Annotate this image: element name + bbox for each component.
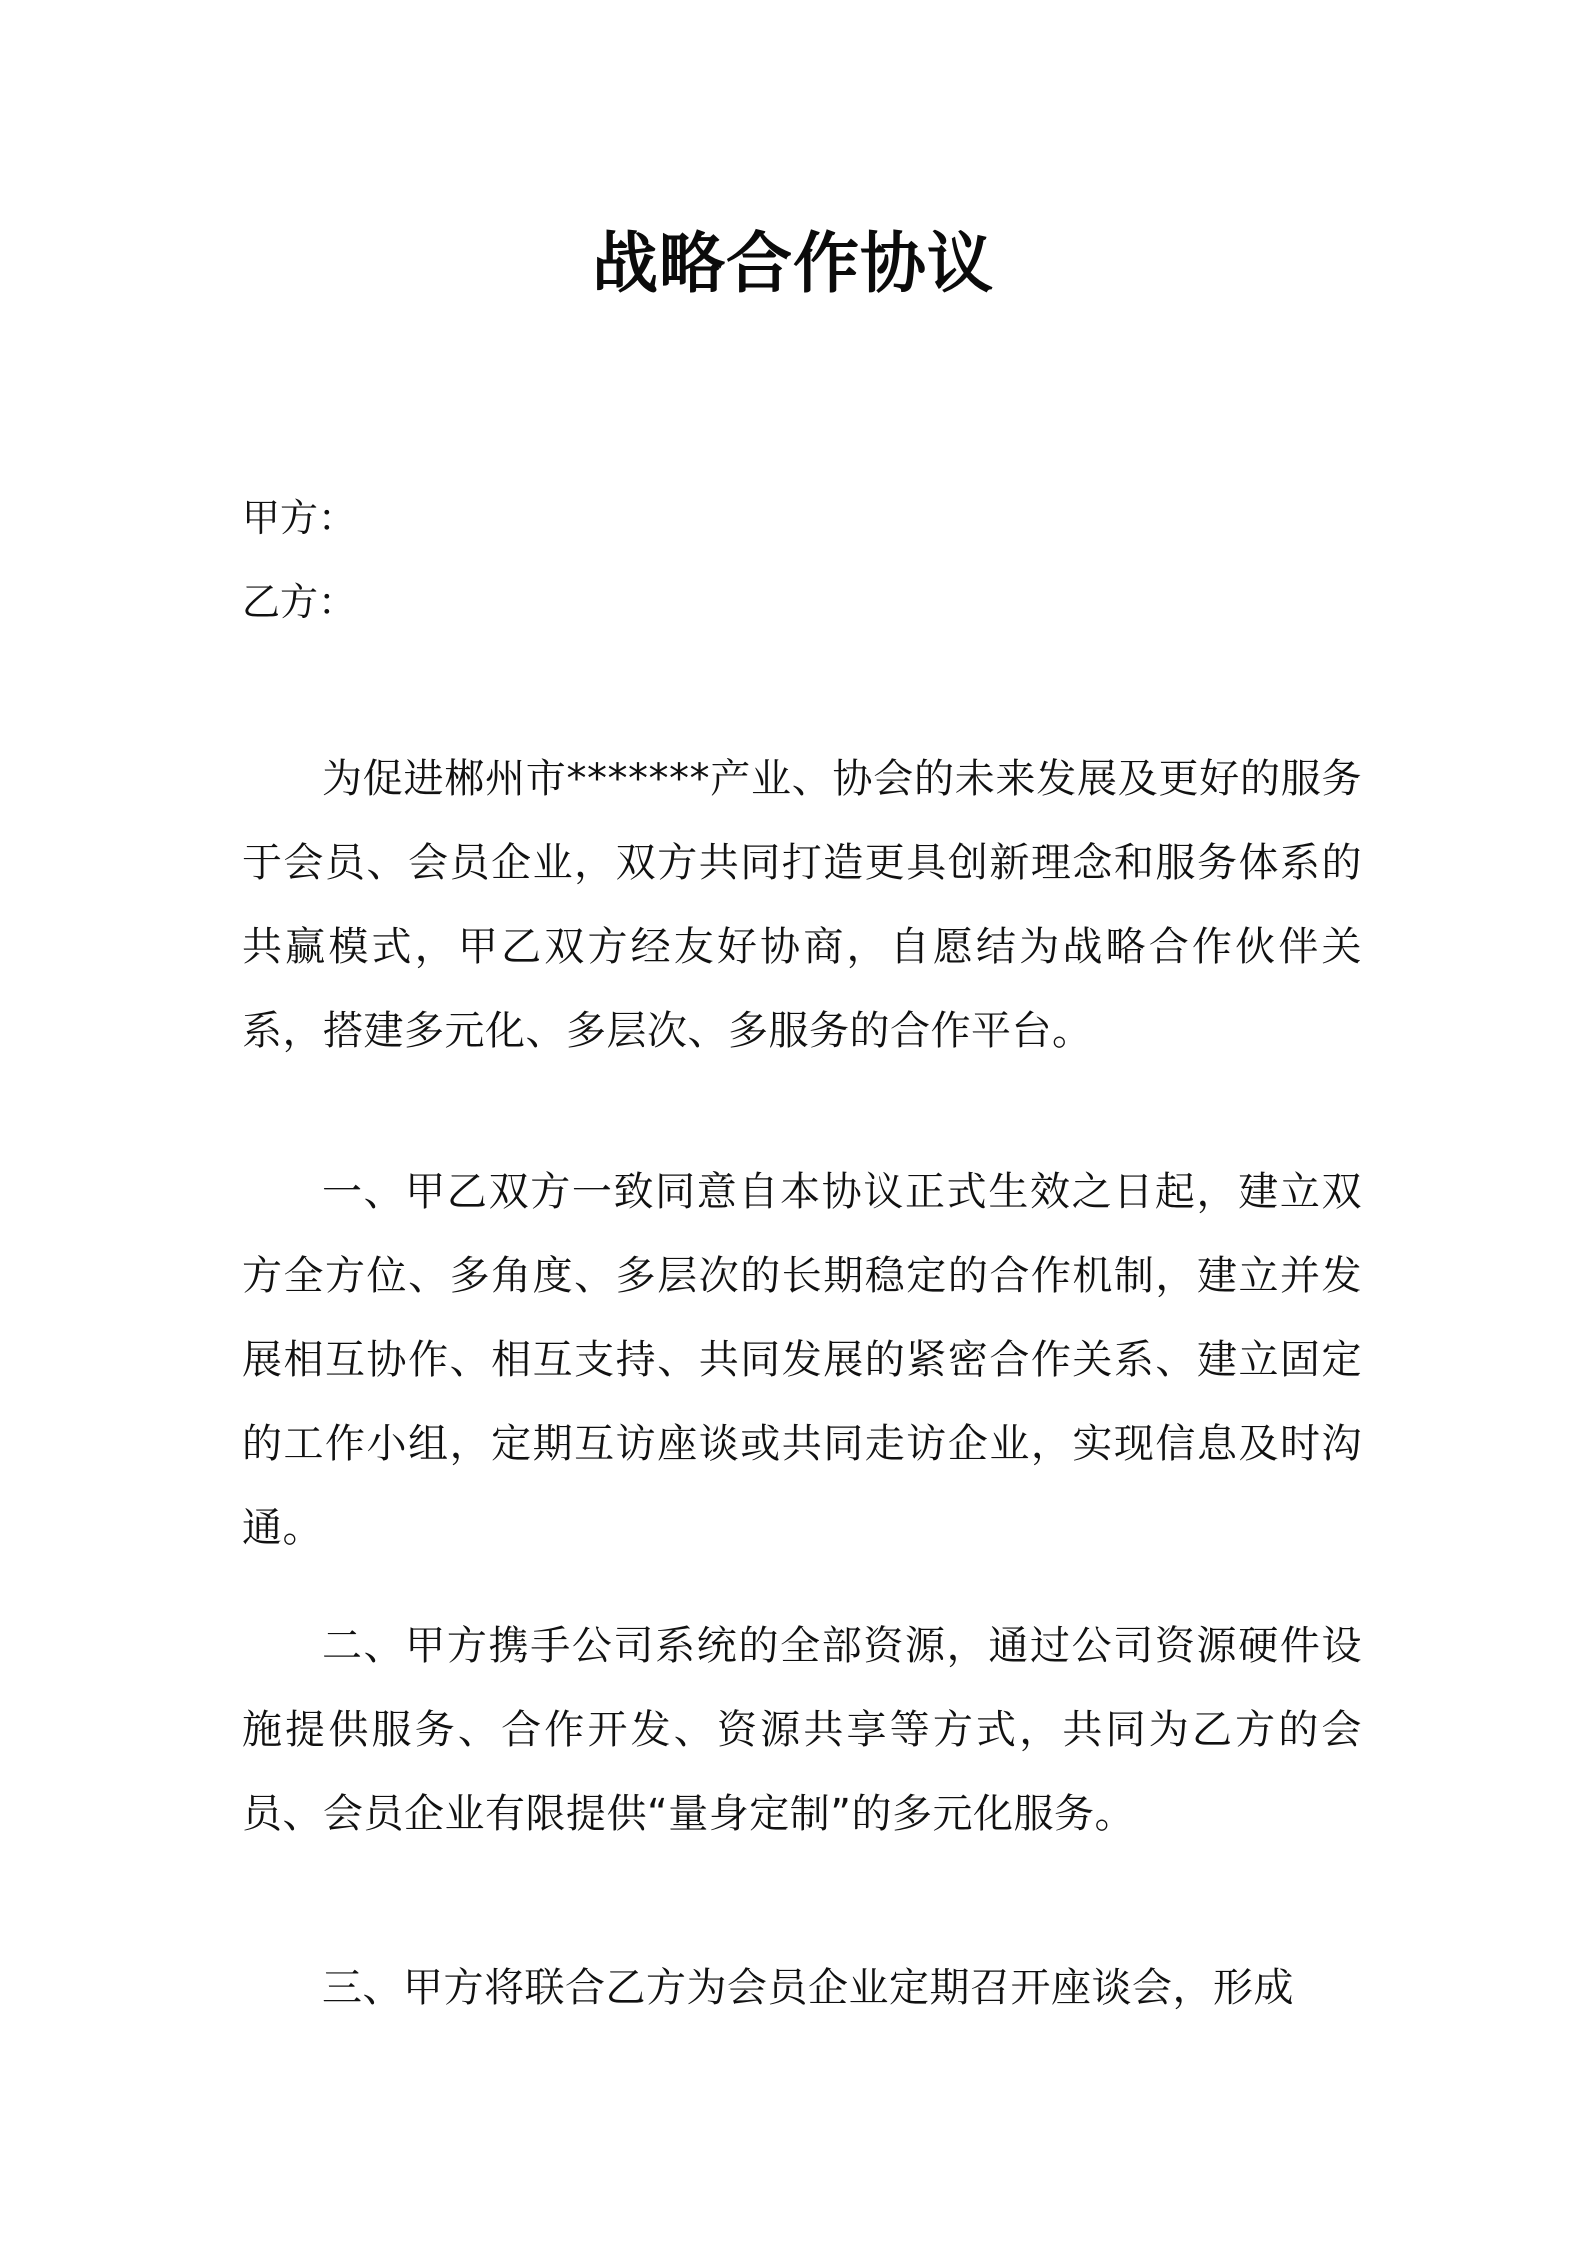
party-a-label: 甲方： <box>242 496 357 540</box>
clause-3-paragraph: 三、甲方将联合乙方为会员企业定期召开座谈会，形成 <box>322 1965 1294 2011</box>
party-b-label: 乙方： <box>242 580 357 624</box>
clause-2-paragraph: 二、甲方携手公司系统的全部资源，通过公司资源硬件设施提供服务、合作开发、资源共享等方式，共同为乙方的会员、会员企业有限提供“量身定制”的多元化服务。 <box>242 1623 1362 1837</box>
intro-paragraph: 为促进郴州市*******产业、协会的未来发展及更好的服务于会员、会员企业，双方共同打造更具创新理念和服务体系的共赢模式，甲乙双方经友好协商，自愿结为战略合作伙伴关系，搭建多元化、多层次、多服务的合作平台。 <box>242 756 1362 1054</box>
document-title: 战略合作协议 <box>592 225 994 302</box>
clause-1-paragraph: 一、甲乙双方一致同意自本协议正式生效之日起，建立双方全方位、多角度、多层次的长期稳定的合作机制，建立并发展相互协作、相互支持、共同发展的紧密合作关系、建立固定的工作小组，定期互访座谈或共同走访企业，实现信息及时沟通。 <box>242 1169 1362 1551</box>
